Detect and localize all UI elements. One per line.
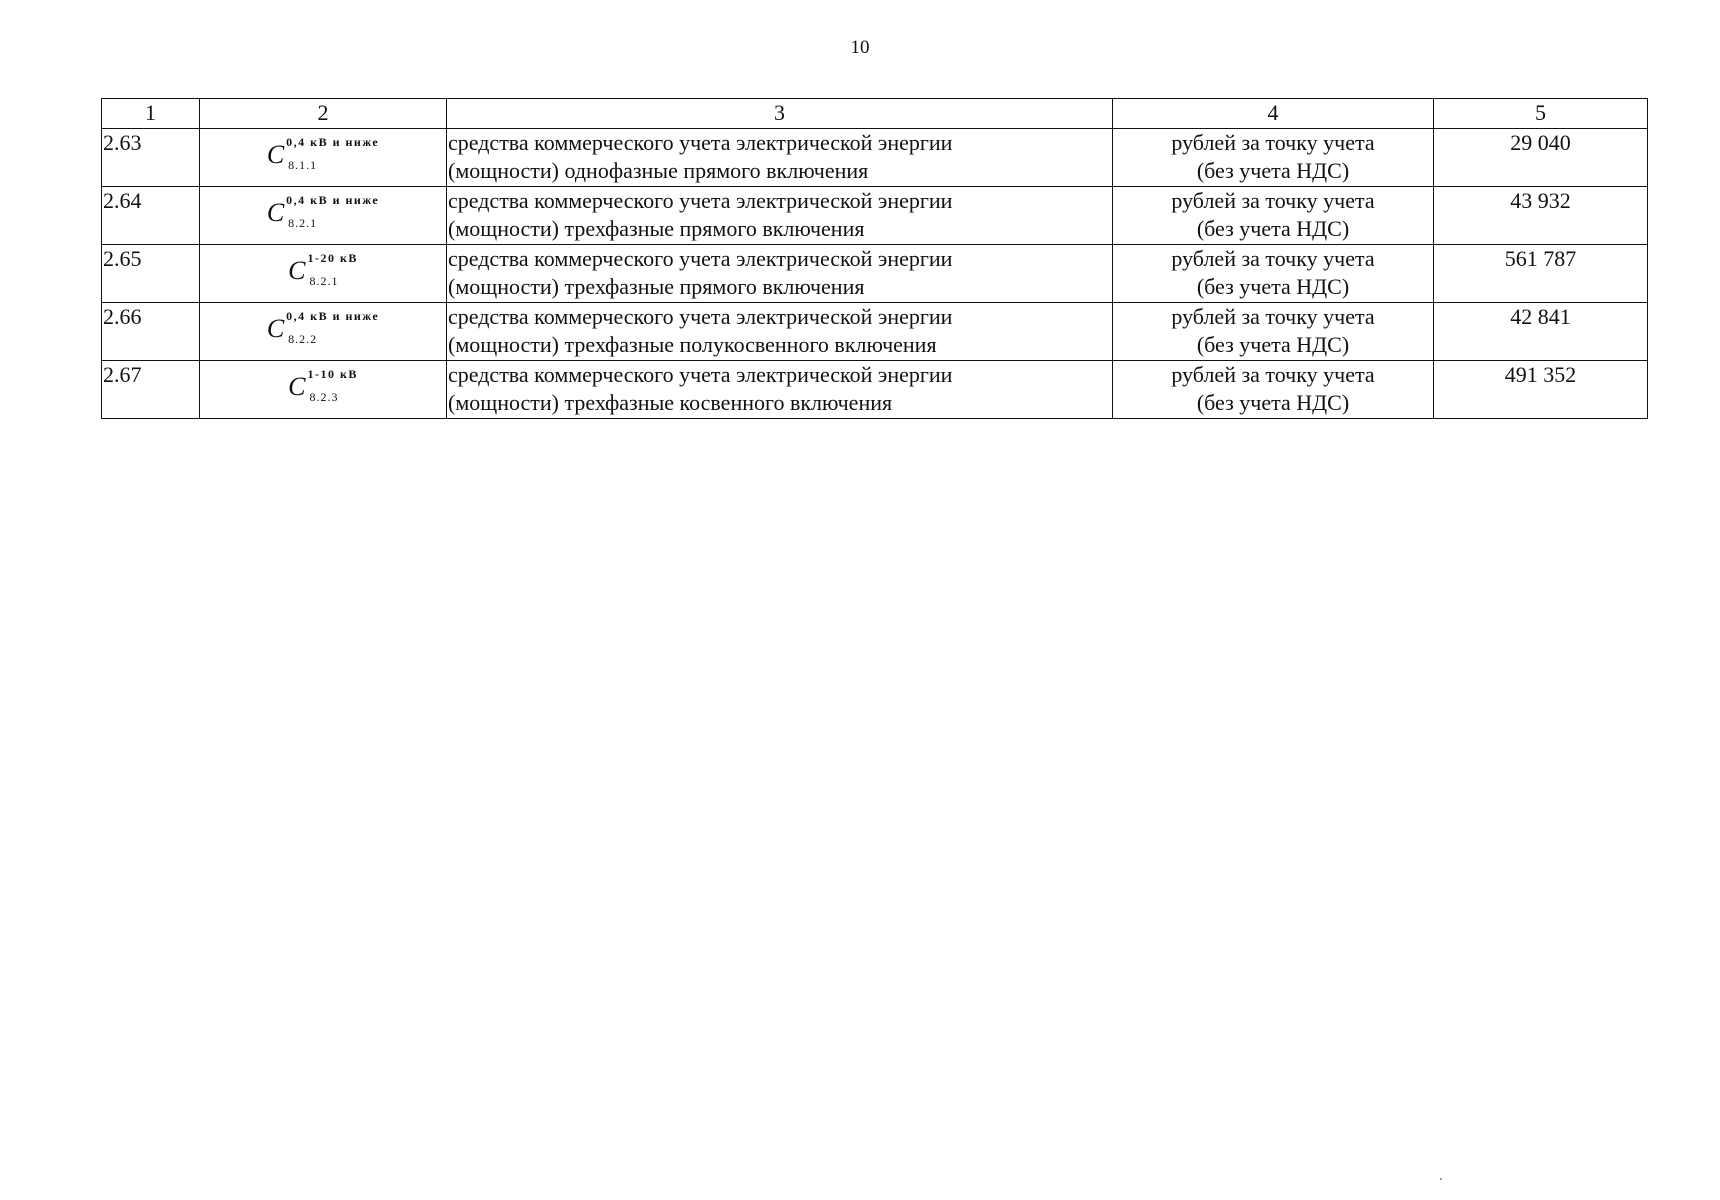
row-description — [447, 361, 1113, 419]
description-line-1: средства коммерческого учета электрической энергии — [448, 188, 953, 213]
description-line-2: (мощности) трехфазные прямого включения — [448, 274, 865, 299]
row-number: 2.65 — [102, 245, 200, 303]
row-unit — [1113, 129, 1434, 187]
tariff-table — [101, 98, 1648, 419]
row-price: 491 352 — [1434, 361, 1648, 419]
unit-line-1: рублей за точку учета — [1171, 304, 1375, 329]
symbol-letter: C — [266, 314, 285, 343]
tariff-symbol — [200, 303, 447, 361]
symbol-subscript: 8.2.1 — [288, 216, 318, 230]
symbol-subscript: 8.2.2 — [288, 332, 318, 346]
unit-line-2: (без учета НДС) — [1196, 216, 1350, 241]
header-col-4: 4 — [1113, 99, 1434, 129]
unit-line-2: (без учета НДС) — [1196, 390, 1350, 415]
description-line-2: (мощности) трехфазные полукосвенного включения — [448, 332, 937, 357]
table-row — [102, 361, 1648, 419]
header-col-2: 2 — [200, 99, 447, 129]
row-number: 2.64 — [102, 187, 200, 245]
page-number: 10 — [850, 37, 870, 58]
tariff-symbol — [200, 187, 447, 245]
symbol-letter: C — [288, 256, 306, 285]
symbol-superscript: 0,4 кВ и ниже — [286, 309, 380, 323]
symbol-letter: C — [266, 140, 285, 169]
row-unit — [1113, 361, 1434, 419]
row-unit — [1113, 303, 1434, 361]
description-line-2: (мощности) однофазные прямого включения — [448, 158, 869, 183]
row-description — [447, 129, 1113, 187]
scan-speck — [1440, 1178, 1442, 1180]
tariff-symbol — [200, 361, 447, 419]
tariff-symbol — [200, 245, 447, 303]
symbol-superscript: 1-20 кВ — [307, 251, 358, 265]
description-line-2: (мощности) трехфазные прямого включения — [448, 216, 865, 241]
row-price: 43 932 — [1434, 187, 1648, 245]
table-row — [102, 303, 1648, 361]
symbol-formula — [288, 367, 358, 404]
header-col-5: 5 — [1434, 99, 1648, 129]
row-number: 2.67 — [102, 361, 200, 419]
symbol-formula — [267, 135, 379, 172]
row-price: 29 040 — [1434, 129, 1648, 187]
description-line-1: средства коммерческого учета электрической энергии — [448, 304, 953, 329]
header-row — [102, 99, 1648, 129]
symbol-superscript: 1-10 кВ — [307, 367, 358, 381]
symbol-formula — [267, 193, 379, 230]
tariff-symbol — [200, 129, 447, 187]
symbol-letter: C — [266, 198, 285, 227]
unit-line-1: рублей за точку учета — [1171, 246, 1375, 271]
table-row — [102, 129, 1648, 187]
symbol-subscript: 8.2.1 — [309, 274, 339, 288]
description-line-1: средства коммерческого учета электрической энергии — [448, 130, 953, 155]
description-line-1: средства коммерческого учета электрической энергии — [448, 246, 953, 271]
symbol-superscript: 0,4 кВ и ниже — [286, 135, 380, 149]
row-description — [447, 245, 1113, 303]
row-number: 2.63 — [102, 129, 200, 187]
unit-line-1: рублей за точку учета — [1171, 130, 1375, 155]
description-line-2: (мощности) трехфазные косвенного включения — [448, 390, 893, 415]
symbol-superscript: 0,4 кВ и ниже — [286, 193, 380, 207]
unit-line-2: (без учета НДС) — [1196, 332, 1350, 357]
table-header — [102, 99, 1648, 129]
row-description — [447, 187, 1113, 245]
unit-line-1: рублей за точку учета — [1171, 362, 1375, 387]
row-unit — [1113, 245, 1434, 303]
symbol-letter: C — [288, 372, 306, 401]
symbol-formula — [267, 309, 379, 346]
unit-line-2: (без учета НДС) — [1196, 274, 1350, 299]
symbol-formula — [288, 251, 358, 288]
unit-line-2: (без учета НДС) — [1196, 158, 1350, 183]
row-number: 2.66 — [102, 303, 200, 361]
row-unit — [1113, 187, 1434, 245]
description-line-1: средства коммерческого учета электрической энергии — [448, 362, 953, 387]
header-col-3: 3 — [447, 99, 1113, 129]
symbol-subscript: 8.2.3 — [309, 390, 339, 404]
symbol-subscript: 8.1.1 — [288, 158, 318, 172]
table-row — [102, 187, 1648, 245]
row-price: 561 787 — [1434, 245, 1648, 303]
row-description — [447, 303, 1113, 361]
row-price: 42 841 — [1434, 303, 1648, 361]
unit-line-1: рублей за точку учета — [1171, 188, 1375, 213]
header-col-1: 1 — [102, 99, 200, 129]
table-body — [102, 129, 1648, 419]
table-row — [102, 245, 1648, 303]
